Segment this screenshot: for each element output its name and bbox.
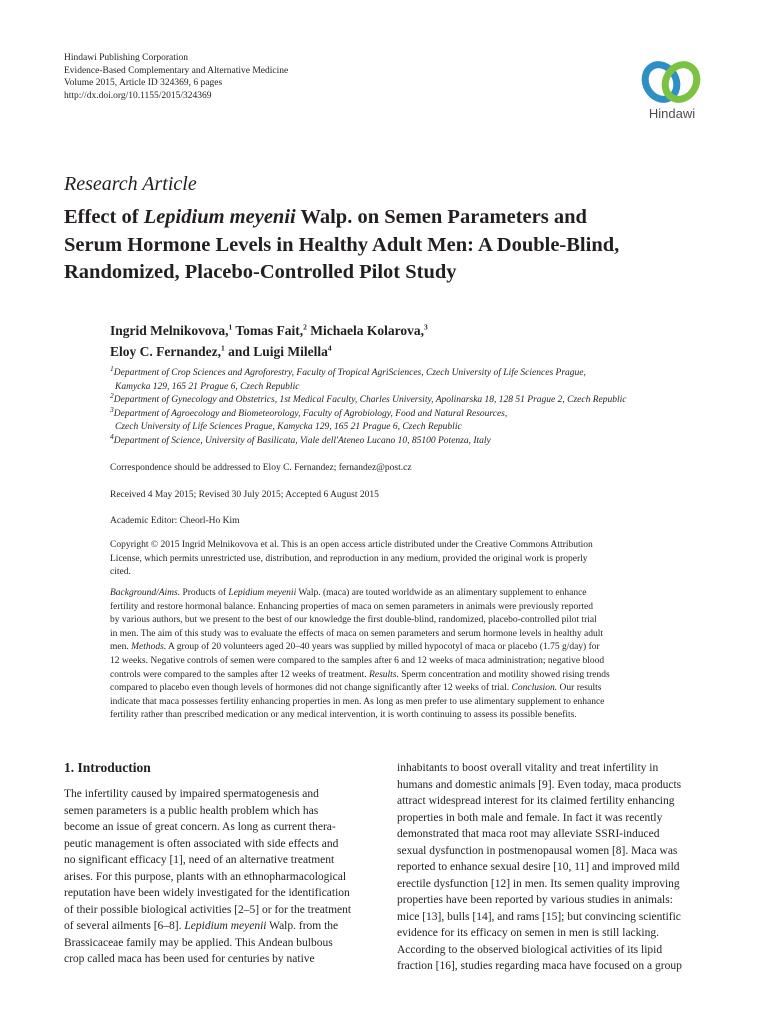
author-line-2: Eloy C. Fernandez,$^1$ and Luigi Milella$^4$: [110, 343, 332, 359]
title-line-3: Randomized, Placebo-Controlled Pilot Study: [64, 261, 457, 283]
affiliation: $^2$Department of Gynecology and Obstetrics, 1st Medical Faculty, Charles University, Apolinarska 18, 128 51 Prague 2, Czech Republic: [110, 391, 627, 406]
hindawi-logo-icon: [630, 58, 712, 108]
correspondence: Correspondence should be addressed to Eloy C. Fernandez; fernandez@post.cz: [110, 463, 412, 473]
affiliation: $^3$Department of Agroecology and Biometeorology, Faculty of Agrobiology, Food and Natural Resources,: [110, 404, 508, 419]
paper-title: [64, 204, 714, 287]
body-column-right: inhabitants to boost overall vitality and treat infertility in humans and domestic animals [9]. Even today, maca products attract widespread interest for its claimed fertility enhancing properties in both male and female. In fact it was recently demonstrated that maca root may alleviate SSRI-induced sexual dysfunction in postmenopausal women [8]. Maca was reported to enhance sexual desire [10, 11] and improved mild erectile dysfunction [12] in men. Its semen quality improving properties have been reported by various studies in animals: mice [13], bulls [14], and rams [15]; but convincing scientific evidence for its efficacy on semen in men is still lacking. According to the observed biological activities of its lipid fraction [16], studies regarding maca have focused on a group: [397, 762, 682, 972]
author-name: Michaela Kolarova,: [306, 323, 425, 338]
affiliation-cont: Kamycka 129, 165 21 Prague 6, Czech Republic: [115, 381, 300, 392]
abstract: Background/Aims. Products of Lepidium meyenii Walp. (maca) are touted worldwide as an alimentary supplement to enhance fertility and restore hormonal balance. Enhancing properties of maca on semen parameters in animals were previously reported by various authors, but we present to the best of our knowledge the first double-blind, randomized, placebo-controlled pilot trial in men. The aim of this study was to evaluate the effects of maca on semen parameters and serum hormone levels in healthy adult men. Methods. A group of 20 volunteers aged 20–40 years was supplied by milled hypocotyl of maca or placebo (1.75 g/day) for 12 weeks. Negative controls of semen were compared to the samples after 6 and 12 weeks of maca administration; negative blood controls were compared to the samples after 12 weeks of treatment. Results. Sperm concentration and motility showed rising trends compared to placebo even though levels of hormones did not change significantly after 12 weeks of trial. Conclusion. Our results indicate that maca possesses fertility enhancing properties in men. As long as men prefer to use alimentary supplement to enhance fertility rather than prescribed medication or any medical intervention, it is worth continuing to assess its possible benefits.: [110, 588, 610, 721]
section-heading-introduction: 1. Introduction: [64, 760, 151, 775]
affiliation: $^4$Department of Science, University of Basilicata, Viale dell'Ateneo Lucano 10, 85100 Potenza, Italy: [110, 431, 491, 446]
volume-info: Volume 2015, Article ID 324369, 6 pages: [64, 78, 223, 88]
article-type: Research Article: [64, 173, 197, 195]
journal-name: Evidence-Based Complementary and Alternative Medicine: [64, 65, 289, 76]
doi-link[interactable]: http://dx.doi.org/10.1155/2015/324369: [64, 90, 212, 101]
received-dates: Received 4 May 2015; Revised 30 July 2015; Accepted 6 August 2015: [110, 490, 379, 500]
hindawi-logo-text: Hindawi: [648, 106, 696, 121]
author-name: Ingrid Melnikovova,: [110, 323, 229, 338]
academic-editor: Academic Editor: Cheorl-Ho Kim: [110, 516, 240, 526]
author-name: Tomas Fait,: [232, 323, 304, 338]
affiliation-cont: Czech University of Life Sciences Prague, Kamycka 129, 165 21 Prague 6, Czech Republic: [115, 422, 462, 433]
author-line-1: Ingrid Melnikovova,$^1$ Tomas Fait,$^2$ Michaela Kolarova,$^3$: [110, 322, 428, 338]
title-line-1: Effect of Lepidium meyenii Walp. on Semen Parameters and: [64, 206, 587, 228]
body-column-left: The infertility caused by impaired spermatogenesis and semen parameters is a public health problem which has become an issue of great concern. As long as current thera- peutic management is often associated with side effects and no significant efficacy [1], need of an alternative treatment arises. For this purpose, plants with an ethnopharmacological reputation have been widely investigated for the identification of their possible biological activities [2–5] or for the treatment of several ailments [6–8]. Lepidium meyenii Walp. from the Brassicaceae family may be applied. This Andean bulbous crop called maca has been used for centuries by native: [64, 788, 352, 965]
journal-header: [64, 52, 288, 102]
publisher: Hindawi Publishing Corporation: [64, 53, 189, 63]
affiliation: $^1$Department of Crop Sciences and Agroforestry, Faculty of Tropical AgriSciences, Czech University of Life Sciences Prague,: [110, 363, 586, 378]
copyright-notice: Copyright © 2015 Ingrid Melnikovova et al. This is an open access article distributed under the Creative Commons Attribution License, which permits unrestricted use, distribution, and reproduction in any medium, provided the original work is properly cited.: [110, 540, 593, 578]
affiliations: [110, 363, 710, 449]
author-name: Eloy C. Fernandez,: [110, 344, 221, 359]
title-line-2: Serum Hormone Levels in Healthy Adult Men: A Double-Blind,: [64, 233, 620, 256]
author-list: [110, 320, 710, 362]
author-name: and Luigi Milella: [224, 344, 328, 359]
